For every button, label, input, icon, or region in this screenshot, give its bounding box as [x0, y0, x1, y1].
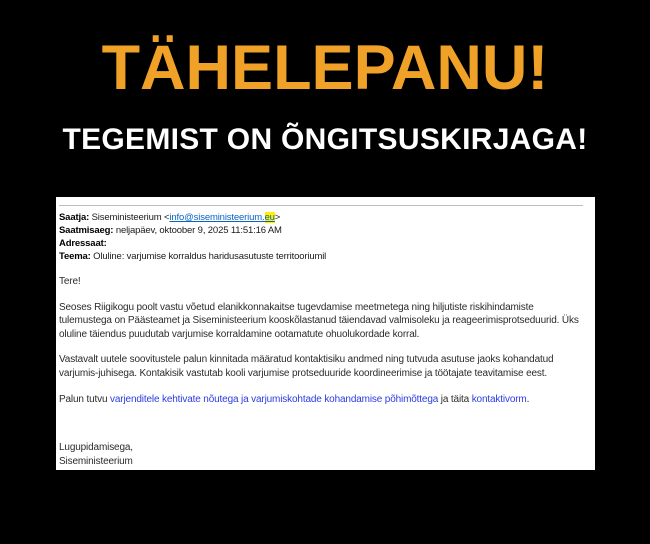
email-subject-line — [59, 250, 585, 263]
signature-closing: Lugupidamisega, — [59, 441, 133, 453]
email-paragraph-2: Vastavalt uutele soovitustele palun kinnitada määratud kontaktisiku andmed ning tutvuda asutuse jaoks kohandatud varjumis-juhisega. Kontakisik vastutab kooli varjumise protseduuride koordineerimise ja töötajate teavitamise eest. — [59, 354, 554, 379]
subject-label: Teema: — [59, 251, 91, 262]
email-top-divider — [59, 205, 583, 206]
contact-form-link[interactable]: kontaktivorm — [471, 394, 527, 405]
cta-middle: ja täita — [438, 394, 472, 405]
sender-email-highlighted-tld: eu — [264, 212, 275, 223]
email-greeting: Tere! — [59, 276, 81, 287]
sender-email-link[interactable] — [169, 212, 274, 223]
email-sent-line — [59, 224, 585, 237]
sent-label: Saatmisaeg: — [59, 225, 114, 236]
sender-email-prefix: info@siseministeerium. — [169, 212, 265, 223]
warning-subtitle: TEGEMIST ON ÕNGITSUSKIRJAGA! — [62, 123, 588, 156]
from-bracket-open: < — [164, 212, 170, 223]
email-screenshot — [56, 197, 595, 470]
subject-value: Oluline: varjumise korraldus haridusasutuste territooriumil — [93, 251, 327, 262]
warning-title: TÄHELEPANU! — [101, 33, 549, 103]
cta-suffix: . — [526, 394, 530, 405]
from-label: Saatja: — [59, 212, 90, 223]
to-label: Adressaat: — [59, 238, 107, 249]
email-paragraph-1: Seoses Riigikogu poolt vastu võetud elanikkonnakaitse tugevdamise meetmetega ning hiljutiste riskihindamiste tulemustega on Päästeamet ja Siseministeerium kooskõlastanud täiendavad valmisoleku ja reageerimisprotseduurid. Üks oluline täiendus puudutab varjumise korraldamine ootamatute ohuolukordade korral. — [59, 301, 579, 340]
from-name: Siseministeerium — [91, 212, 162, 223]
cta-prefix: Palun tutvu — [59, 394, 111, 405]
email-cta-line — [59, 393, 585, 407]
email-signature — [59, 441, 585, 470]
signature-sender: Siseministeerium — [59, 456, 133, 467]
from-bracket-close: > — [274, 212, 281, 223]
email-to-line — [59, 237, 585, 250]
email-from-line — [59, 211, 585, 224]
sent-value: neljapäev, oktoober 9, 2025 11:51:16 AM — [115, 225, 282, 236]
requirements-link[interactable]: varjenditele kehtivate nõutega ja varjumiskohtade kohandamise põhimõttega — [110, 394, 439, 405]
